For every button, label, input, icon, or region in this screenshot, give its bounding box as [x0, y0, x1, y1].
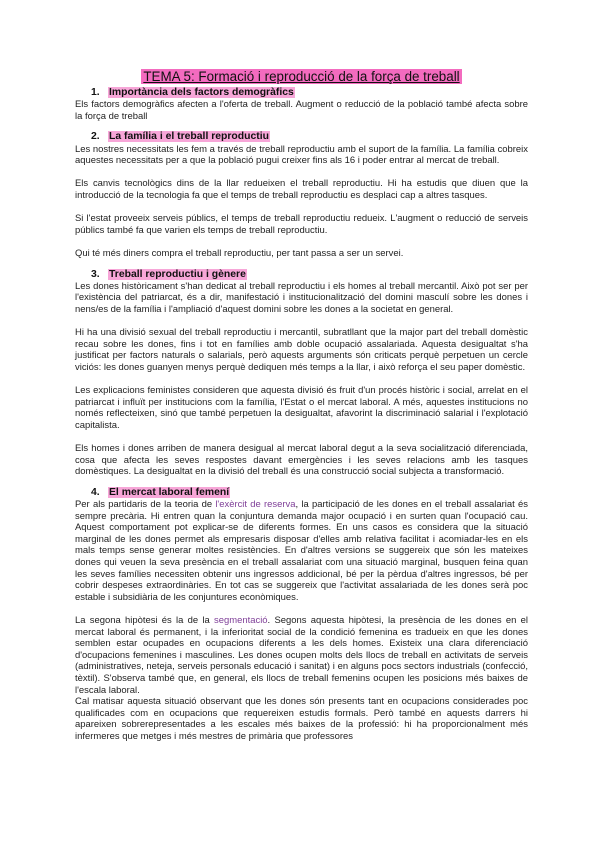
paragraph: Les dones històricament s'han dedicat al treball reproductiu i els homes al treball mercantil. Això pot ser per l'existència del patriarcat, és a dir, manifestació i institucionalització del domini masculí sobre les dones i nens/es de la família i l'ampliació d'aquest domini sobre les dones a la societat en general.: [75, 280, 528, 315]
section-heading-2: [75, 131, 528, 143]
paragraph: Els canvis tecnològics dins de la llar redueixen el treball reproductiu. Hi ha estudis que diuen que la introducció de la tecnologia fa que el temps de treball reproductiu es desplaci cap a altres tasques.: [75, 178, 528, 201]
section-number: 4.: [91, 486, 100, 498]
section-heading-3: [75, 269, 528, 281]
term-link-segmentation[interactable]: segmentació: [214, 614, 268, 626]
section-number: 3.: [91, 268, 100, 280]
section-number: 2.: [91, 131, 100, 143]
section-title: La família i el treball reproductiu: [109, 131, 269, 143]
paragraph: Si l'estat proveeix serveis públics, el temps de treball reproductiu redueix. L'augment o reducció de serveis públics també fa que varien els temps de treball reproductiu.: [75, 213, 528, 236]
section-heading-1: [75, 87, 528, 99]
text-run: La segona hipòtesi és la de la: [75, 614, 215, 626]
paragraph: Hi ha una divisió sexual del treball reproductiu i mercantil, subratllant que la major part del treball domèstic recau sobre les dones, fins i tot en famílies amb doble ocupació assalariada. Aquesta desigualtat s'ha justificat per factors naturals o salarials, però aquests arguments són criticats perquè perpetuen un cercle viciós: les dones guanyen menys perquè dediquen més temps a la llar, i això reforça el seu paper domèstic.: [75, 327, 528, 373]
paragraph: [75, 615, 528, 696]
paragraph: [75, 499, 528, 603]
section-title: Importància dels factors demogràfics: [109, 87, 294, 98]
text-run: . Segons aquesta hipòtesi, la presència de les dones en el mercat laboral és permanent, i la inferioritat social de la condició femenina es tradueix en que les dones semblen estar ocupades en ocupacions diferents a les dels homes. Existeix una clara diferenciació d'ocupacions femenines i masculines. Les dones ocupen molts dels llocs de treball en activitats de serveis (administratives, neteja, serveis personals educació i sanitat) i en alguns pocs sectors industrials (confecció, tèxtil). S'observa també que, en general, els llocs de treball femenins ocupen les posicions més baixes de l'escala laboral.: [75, 614, 528, 696]
title-block: [75, 68, 528, 86]
page-title: TEMA 5: Formació i reproducció de la força de treball: [143, 69, 460, 84]
term-link-reserve-army[interactable]: l'exèrcit de reserva: [215, 499, 296, 511]
paragraph: Els homes i dones arriben de manera desigual al mercat laboral degut a la seva socialització diferenciada, cosa que afecta les seves respostes davant emergències i les seves relacions amb les tasques domèstiques. La desigualtat en la divisió del treball és una construcció social subjecta a transformació.: [75, 443, 528, 478]
text-run: , la participació de les dones en el treball assalariat és sempre precària. Hi entren quan la conjuntura demanda major ocupació i en surten quan l'ocupació cau. Aquest comportament pot explicar-se de diferents formes. En uns casos es considera que la situació marginal de les dones permet als empresaris disposar d'elles amb relativa facilitat i acomiadar-les en els mals temps sense generar moltes resistències. En d'altres versions se suggereix que són les mateixes dones qui veuen la seva presència en el treball assalariat com una situació marginal, busquen feina quan les seves famílies necessiten obtenir uns ingressos addicional, bé per la pèrdua d'altres ingressos, bé per cobrir despeses extraordinàries. En tot cas se suggereix que l'activitat assalariada de les dones serà poc estable i subsidiària de les conjuntures econòmiques.: [75, 499, 528, 603]
section-title: Treball reproductiu i gènere: [109, 268, 246, 280]
paragraph: Els factors demogràfics afecten a l'oferta de treball. Augment o reducció de la població també afecta sobre la força de treball: [75, 99, 528, 122]
section-title: El mercat laboral femení: [109, 486, 230, 498]
paragraph: Les nostres necessitats les fem a través de treball reproductiu amb el suport de la família. La família cobreix aquestes necessitats per a que la població pugui creixer fins als 16 i poder entrar al mercat de treball.: [75, 143, 528, 167]
paragraph: Qui té més diners compra el treball reproductiu, per tant passa a ser un servei.: [75, 247, 404, 259]
text-run: Per als partidaris de la teoria de: [75, 499, 216, 511]
section-heading-4: [75, 487, 528, 499]
paragraph: Cal matisar aquesta situació observant que les dones són presents tant en ocupacions considerades poc qualificades com en ocupacions que requereixen estudis formals. Però també en aquests darrers hi apareixen sobrerepresentades a les escales més baixes de la professió: hi ha proporcionalment més infermeres que metges i més mestres de primària que professores: [75, 696, 528, 742]
section-number: 1.: [91, 87, 100, 98]
paragraph: Les explicacions feministes consideren que aquesta divisió és fruit d'un procés històric i social, arrelat en el patriarcat i influït per institucions com la família, l'Estat o el mercat laboral. A més, aquestes institucions no només reflecteixen, sinó que també perpetuen la desigualtat, afavorint la discriminació salarial i l'explotació capitalista.: [75, 385, 528, 431]
